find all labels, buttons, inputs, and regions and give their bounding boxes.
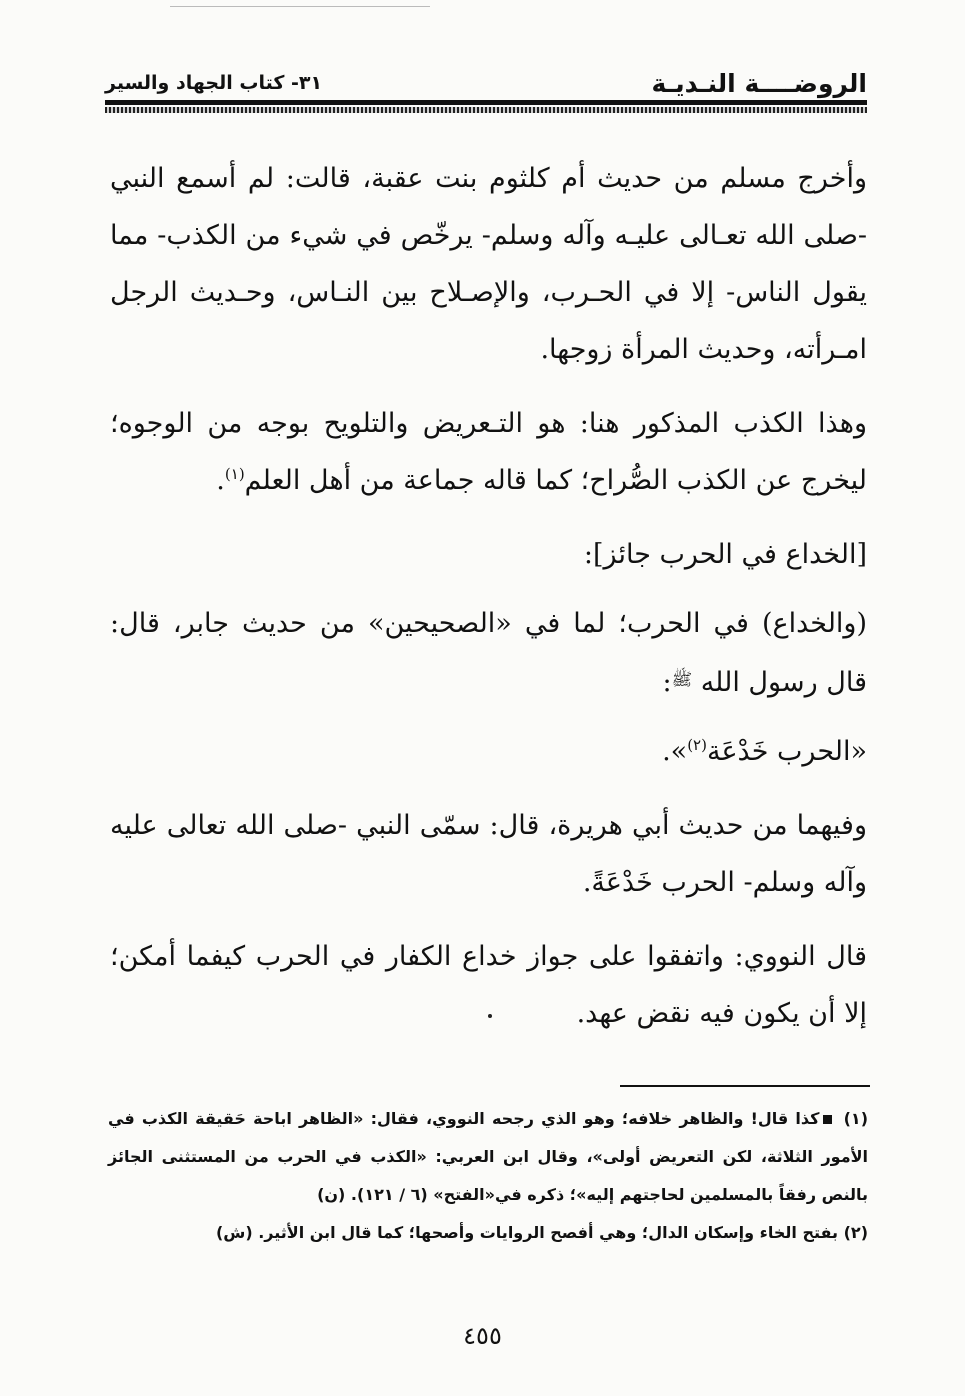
hadith-quote: «الحرب خَدْعَة$^{(٢)}$». (662, 736, 867, 767)
paragraph-muslim-hadith: وأخرج مسلم من حديث أم كلثوم بنت عقبة، قالت: لم أسمع النبي -صلى الله تعـالى عليـه وآله وسلم- يرخّص في شيء من الكذب- مما يقول الناس- إلا في الحـرب، والإصـلاح بين النـاس، وحـديث الرجل امـرأته، وحديث المرأة زوجها. (110, 163, 867, 365)
paragraph-jabir-hadith: (والخداع) في الحرب؛ لما في «الصحيحين» من حديث جابر، قال: قال رسول الله $^ﷺ$: (110, 608, 867, 698)
header-hatched-rule (105, 107, 867, 113)
footnote-2: (٢) بفتح الخاء وإسكان الدال؛ وهي أفصح الروايات وأصحها؛ كما قال ابن الأثير. (ش) (215, 1223, 868, 1242)
header-rule (105, 100, 867, 105)
main-text (110, 150, 867, 1059)
saw-honorific-icon: ﷺ (671, 670, 693, 690)
paragraph-lie-definition: وهذا الكذب المذكور هنا: هو التـعريض والتلويح بوجه من الوجوه؛ ليخرج عن الكذب الصُّراح؛ كما قاله جماعة من أهل العلم$^{(١)}$. (110, 408, 867, 496)
chapter-title: ٣١- كتاب الجهاد والسير (105, 72, 323, 94)
page-number: ٤٥٥ (463, 1322, 502, 1350)
scan-artifact-line (170, 6, 430, 7)
paragraph-abu-hurayra-hadith: وفيهما من حديث أبي هريرة، قال: سمّى النبي -صلى الله تعالى عليه وآله وسلم- الحرب خَدْعَةً. (110, 810, 867, 898)
footnotes (108, 1100, 868, 1252)
square-bullet-icon (823, 1115, 832, 1124)
scan-artifact-dot (488, 1014, 492, 1018)
footnote-ref-1[interactable]: (١) (224, 465, 245, 483)
section-heading: [الخداع في الحرب جائز]: (583, 539, 867, 570)
paragraph-nawawi-quote: قال النووي: واتفقوا على جواز خداع الكفار في الحرب كيفما أمكن؛ إلا أن يكون فيه نقض عهد. (110, 941, 867, 1029)
footnote-separator (620, 1085, 870, 1087)
book-title: الروضــــة النـديـة (651, 68, 867, 98)
footnote-1: (١) كذا قال! والظاهر خلافه؛ وهو الذي رجحه النووي، فقال: «الظاهر اباحة حَقيقة الكذب في الأمور الثلاثة، لكن التعريض أولى»، وقال ابن العربي: «الكذب في الحرب من المستثنى الجائز بالنص رفقاً بالمسلمين لحاجتهم إليه»؛ ذكره في«الفتح» (٦ / ١٢١). (ن) (108, 1109, 868, 1204)
footnote-ref-2[interactable]: (٢) (687, 736, 707, 754)
running-header (105, 66, 867, 100)
